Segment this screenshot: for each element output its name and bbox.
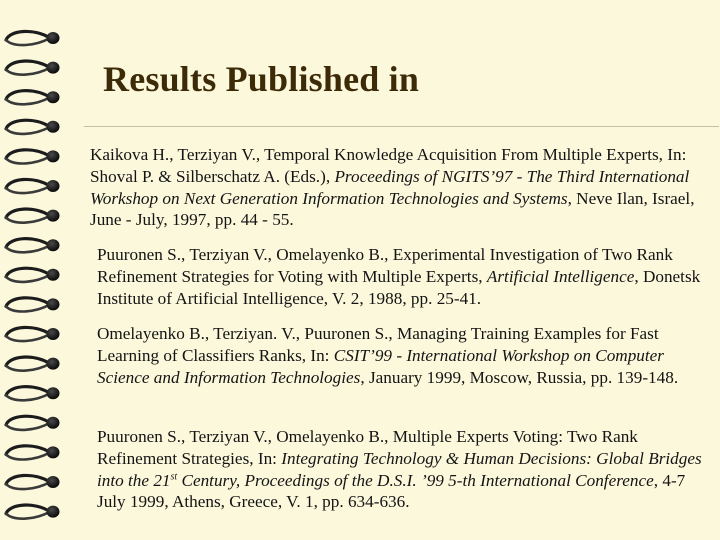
reference-4 bbox=[97, 426, 702, 513]
binding-rings bbox=[6, 31, 60, 518]
reference-2 bbox=[97, 244, 702, 309]
reference-1-details: , Neve Ilan, Israel, June - July, 1997, pp. 44 - 55. bbox=[90, 188, 695, 230]
binding-ring bbox=[6, 31, 60, 45]
binding-ring bbox=[6, 268, 60, 282]
slide-title: Results Published in bbox=[103, 59, 420, 99]
binding-ring bbox=[6, 505, 60, 519]
binding-ring bbox=[6, 298, 60, 312]
reference-2-venue: Artificial Intelligence bbox=[486, 266, 635, 286]
binding-ring bbox=[6, 239, 60, 253]
binding-ring bbox=[6, 209, 60, 223]
reference-1 bbox=[90, 144, 700, 231]
reference-4-superscript: st bbox=[170, 470, 178, 482]
binding-ring bbox=[6, 179, 60, 193]
reference-2-details: , Donetsk Institute of Artificial Intelligence, V. 2, 1988, pp. 25-41. bbox=[97, 266, 701, 308]
binding-ring bbox=[6, 61, 60, 75]
reference-4-venue-part1: Integrating Technology & Human Decisions: Global Bridges into the 21 bbox=[97, 448, 702, 490]
binding-ring bbox=[6, 120, 60, 134]
reference-4-venue-part2: Century, Proceedings of the D.S.I. ’99 5-th International Conference bbox=[177, 470, 654, 490]
binding-ring bbox=[6, 475, 60, 489]
reference-3 bbox=[97, 323, 702, 388]
binding-ring bbox=[6, 446, 60, 460]
reference-3-text: Omelayenko B., Terziyan. V., Puuronen S., Managing Training Examples for Fast Learning of Classifiers Ranks, In: bbox=[97, 324, 659, 365]
binding-ring bbox=[6, 387, 60, 401]
binding-ring bbox=[6, 150, 60, 164]
reference-3-venue: CSIT’99 - International Workshop on Computer Science and Information Technologies bbox=[97, 345, 664, 387]
binding-ring bbox=[6, 416, 60, 430]
reference-2-text: Puuronen S., Terziyan V., Omelayenko B., Experimental Investigation of Two Rank Refinement Strategies for Voting with Multiple Experts, bbox=[97, 245, 673, 286]
reference-3-details: , January 1999, Moscow, Russia, pp. 139-148. bbox=[360, 367, 679, 387]
binding-ring bbox=[6, 357, 60, 371]
spiral-binding bbox=[0, 0, 80, 540]
title-divider bbox=[84, 126, 719, 127]
reference-1-text: Kaikova H., Terziyan V., Temporal Knowledge Acquisition From Multiple Experts, In: Shoval P. & Silberschatz A. (Eds.), bbox=[90, 145, 687, 186]
reference-1-venue: Proceedings of NGITS’97 - The Third International Workshop on Next Generation Information Technologies and Systems bbox=[90, 166, 690, 208]
binding-ring bbox=[6, 327, 60, 341]
reference-4-text: Puuronen S., Terziyan V., Omelayenko B., Multiple Experts Voting: Two Rank Refinement Strategies, In: bbox=[97, 427, 638, 468]
reference-4-details: , 4-7 July 1999, Athens, Greece, V. 1, pp. 634-636. bbox=[97, 470, 686, 512]
binding-ring bbox=[6, 91, 60, 105]
